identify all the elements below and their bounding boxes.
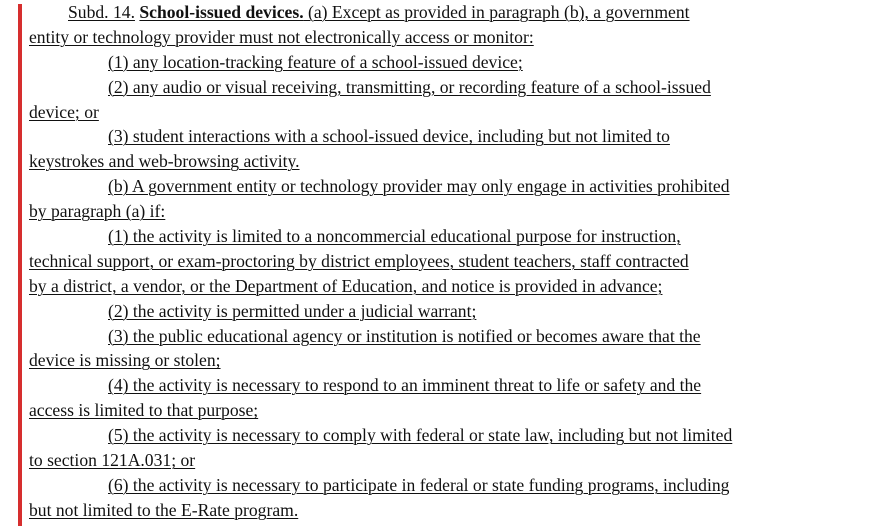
paragraph-b-continuation — [29, 199, 879, 224]
text-line: to section 121A.031; or — [29, 450, 196, 471]
text-line: (6) the activity is necessary to participate in federal or state funding programs, including — [108, 474, 730, 495]
clause-a2 — [29, 75, 879, 100]
text-line: entity or technology provider must not electronically access or monitor: — [29, 26, 534, 47]
text-line: by a district, a vendor, or the Department of Education, and notice is provided in advance; — [29, 275, 663, 296]
text-line: (5) the activity is necessary to comply with federal or state law, including but not limited — [108, 425, 733, 446]
clause-b6 — [29, 473, 879, 498]
paragraph-a-continuation — [29, 25, 879, 50]
text-line: device is missing or stolen; — [29, 350, 221, 371]
text-line: technical support, or exam-proctoring by district employees, student teachers, staff contracted — [29, 250, 689, 271]
text-line: (b) A government entity or technology provider may only engage in activities prohibited — [108, 176, 730, 197]
revision-change-bar — [18, 4, 22, 526]
clause-b3-continuation — [29, 348, 879, 373]
subdivision-title: School-issued devices. — [139, 2, 304, 22]
subdivision-label: Subd. 14. — [68, 2, 135, 22]
clause-b3 — [29, 324, 879, 349]
clause-a1 — [29, 50, 879, 75]
text-line: (2) any audio or visual receiving, transmitting, or recording feature of a school-issued — [108, 76, 711, 97]
text-line: device; or — [29, 101, 99, 122]
clause-b5 — [29, 423, 879, 448]
text-line: (3) the public educational agency or institution is notified or becomes aware that the — [108, 325, 701, 346]
clause-b1-continuation — [29, 274, 879, 299]
text-line: (3) student interactions with a school-issued device, including but not limited to — [108, 126, 670, 147]
clause-b6-continuation — [29, 498, 879, 523]
clause-b5-continuation — [29, 448, 879, 473]
subdivision-heading-line — [29, 0, 879, 25]
clause-b1 — [29, 224, 879, 249]
text-line: (4) the activity is necessary to respond to an imminent threat to life or safety and the — [108, 375, 702, 396]
paragraph-b — [29, 174, 879, 199]
text-line: (2) the activity is permitted under a judicial warrant; — [108, 300, 477, 321]
text-line: but not limited to the E-Rate program. — [29, 499, 299, 520]
paragraph-a-text: (a) Except as provided in paragraph (b), a government — [303, 2, 690, 22]
text-line: (1) any location-tracking feature of a school-issued device; — [108, 51, 523, 72]
text-line: keystrokes and web-browsing activity. — [29, 151, 300, 172]
clause-a2-continuation — [29, 100, 879, 125]
clause-b4-continuation — [29, 398, 879, 423]
text-line: (1) the activity is limited to a noncommercial educational purpose for instruction, — [108, 226, 681, 247]
clause-b2 — [29, 299, 879, 324]
clause-a3-continuation — [29, 149, 879, 174]
statute-document — [29, 0, 879, 523]
clause-b4 — [29, 373, 879, 398]
text-line: access is limited to that purpose; — [29, 400, 259, 421]
clause-a3 — [29, 124, 879, 149]
text-line: by paragraph (a) if: — [29, 201, 166, 222]
clause-b1-continuation — [29, 249, 879, 274]
